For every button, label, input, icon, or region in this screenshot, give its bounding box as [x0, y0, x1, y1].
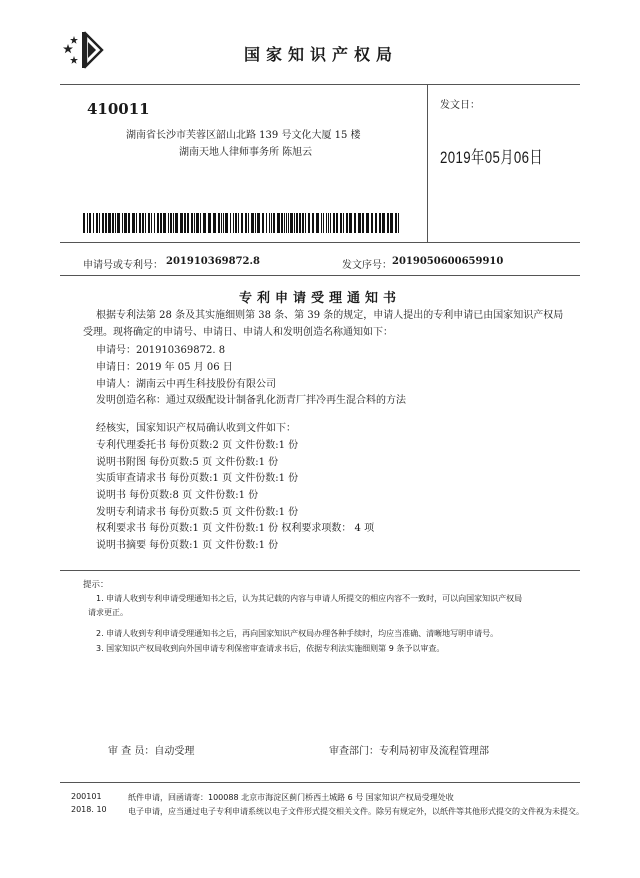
barcode-bar: [336, 213, 338, 233]
barcode-bar: [354, 213, 356, 233]
barcode-bar: [230, 213, 231, 233]
barcode-bar: [362, 213, 364, 233]
issue-date: 2019年05月06日: [440, 148, 544, 167]
barcode-bar: [233, 213, 234, 233]
barcode-bar: [245, 213, 247, 233]
barcode-bar: [286, 213, 287, 233]
barcode-bar: [200, 213, 201, 233]
document-item: 实质审查请求书 每份页数:1 页 文件份数:1 份: [96, 473, 299, 484]
barcode-bar: [281, 213, 283, 233]
barcode-bar: [213, 213, 216, 233]
cnipa-logo-icon: [62, 30, 106, 70]
barcode-bar: [139, 213, 141, 233]
footer-paper-filing: 纸件申请，回函请寄：100088 北京市海淀区蓟门桥西土城路 6 号 国家知识产权局受理处收: [128, 793, 454, 802]
barcode-bar: [168, 213, 169, 233]
top-divider: [60, 84, 580, 85]
barcode-bar: [235, 213, 237, 233]
document-item: 说明书附图 每份页数:5 页 文件份数:1 份: [96, 457, 279, 468]
notes-heading: 提示：: [83, 580, 109, 590]
barcode-bar: [117, 213, 120, 233]
barcode-bar: [387, 213, 389, 233]
note-item-continued: 请求更正。: [88, 608, 128, 617]
barcode-bar: [358, 213, 361, 233]
applicant-line: 申请人：湖南云中再生科技股份有限公司: [96, 379, 276, 390]
examiner: 审 查 员：自动受理: [108, 746, 195, 757]
barcode-bar: [87, 213, 88, 233]
address-line-2: 湖南天地人律师事务所 陈旭云: [179, 147, 313, 158]
barcode-bar: [184, 213, 186, 233]
barcode-bar: [102, 213, 104, 233]
barcode-bar: [208, 213, 211, 233]
barcode-bar: [180, 213, 183, 233]
barcode-bar: [343, 213, 344, 233]
document-item: 说明书 每份页数:8 页 文件份数:1 份: [96, 490, 259, 501]
barcode-bar: [136, 213, 137, 233]
barcode-bar: [108, 213, 111, 233]
document-item: 权利要求书 每份页数:1 页 文件份数:1 份 权利要求项数： 4 项: [96, 523, 375, 534]
barcode-icon: [83, 213, 399, 233]
barcode-bar: [93, 213, 94, 233]
barcode-bar: [122, 213, 123, 233]
barcode-bar: [299, 213, 301, 233]
barcode-bar: [273, 213, 275, 233]
examining-department: 审查部门：专利局初审及流程管理部: [329, 746, 489, 757]
barcode-bar: [262, 213, 264, 233]
verified-documents-line: 经核实，国家知识产权局确认收到文件如下：: [96, 423, 296, 434]
barcode-bar: [218, 213, 220, 233]
barcode-bar: [340, 213, 342, 233]
barcode-bar: [221, 213, 222, 233]
barcode-bar: [196, 213, 199, 233]
barcode-bar: [257, 213, 260, 233]
body-paragraph-line-1: 根据专利法第 28 条及其实施细则第 38 条、第 39 条的规定，申请人提出的专利申请已由国家知识产权局: [96, 310, 564, 321]
barcode-bar: [99, 213, 100, 233]
document-item: 专利代理委托书 每份页数:2 页 文件份数:1 份: [96, 440, 299, 451]
application-number-line: 申请号：201910369872. 8: [96, 345, 226, 356]
barcode-bar: [266, 213, 267, 233]
document-number-label: 发文序号：: [342, 260, 392, 271]
barcode-bar: [173, 213, 174, 233]
barcode-bar: [248, 213, 249, 233]
barcode-bar: [284, 213, 285, 233]
barcode-bar: [128, 213, 130, 233]
application-date-line: 申请日：2019 年 05 月 06 日: [96, 362, 233, 373]
document-number-value: 2019050600659910: [392, 256, 504, 267]
barcode-bar: [308, 213, 310, 233]
barcode-bar: [115, 213, 116, 233]
barcode-bar: [238, 213, 239, 233]
issue-date-label: 发文日：: [440, 100, 480, 111]
barcode-bar: [142, 213, 144, 233]
barcode-bar: [157, 213, 159, 233]
info-divider: [60, 275, 580, 276]
barcode-bar: [148, 213, 150, 233]
note-item: 3. 国家知识产权局收到向外国申请专利保密审查请求书后，依据专利法实施细则第 9 条予以审查。: [96, 644, 445, 653]
barcode-bar: [390, 213, 393, 233]
barcode-bar: [225, 213, 228, 233]
barcode-bar: [375, 213, 377, 233]
barcode-bar: [163, 213, 166, 233]
footer-divider: [60, 782, 580, 783]
notes-divider: [60, 570, 580, 571]
invention-name-line: 发明创造名称：通过双级配设计制备乳化沥青厂拌冷再生混合料的方法: [96, 395, 406, 406]
barcode-bar: [151, 213, 152, 233]
barcode-bar: [269, 213, 270, 233]
barcode-bar: [366, 213, 369, 233]
barcode-bar: [312, 213, 314, 233]
barcode-bar: [302, 213, 304, 233]
barcode-bar: [382, 213, 385, 233]
barcode-bar: [251, 213, 254, 233]
barcode-bar: [288, 213, 289, 233]
org-name: 国家知识产权局: [244, 45, 399, 64]
barcode-bar: [395, 213, 397, 233]
application-number-label: 申请号或专利号：: [83, 260, 163, 271]
address-line-1: 湖南省长沙市芙蓉区韶山北路 139 号文化大厦 15 楼: [126, 130, 361, 141]
barcode-bar: [328, 213, 329, 233]
barcode-bar: [83, 213, 85, 233]
barcode-bar: [349, 213, 352, 233]
note-item: 1. 申请人收到专利申请受理通知书之后，认为其记载的内容与申请人所提交的相应内容不一致时，可以向国家知识产权局: [96, 594, 523, 603]
middle-divider: [60, 242, 580, 243]
barcode-bar: [277, 213, 280, 233]
barcode-bar: [145, 213, 146, 233]
barcode-bar: [203, 213, 206, 233]
barcode-bar: [271, 213, 272, 233]
barcode-bar: [326, 213, 327, 233]
barcode-bar: [316, 213, 319, 233]
barcode-bar: [187, 213, 189, 233]
barcode-bar: [175, 213, 178, 233]
barcode-bar: [170, 213, 172, 233]
body-paragraph-line-2: 受理。现将确定的申请号、申请日、申请人和发明创造名称通知如下：: [83, 327, 393, 338]
note-item: 2. 申请人收到专利申请受理通知书之后，再向国家知识产权局办理各种手续时，均应当准确、清晰地写明申请号。: [96, 629, 499, 638]
barcode-bar: [132, 213, 135, 233]
barcode-bar: [194, 213, 195, 233]
notice-title: 专利申请受理通知书: [238, 291, 401, 306]
vertical-divider: [427, 85, 428, 242]
barcode-bar: [255, 213, 256, 233]
barcode-bar: [371, 213, 373, 233]
barcode-bar: [346, 213, 348, 233]
form-version: 2018. 10: [71, 805, 107, 814]
barcode-bar: [112, 213, 114, 233]
barcode-bar: [296, 213, 298, 233]
form-code: 200101: [71, 792, 102, 801]
barcode-bar: [305, 213, 306, 233]
barcode-bar: [105, 213, 107, 233]
barcode-bar: [154, 213, 155, 233]
barcode-bar: [330, 213, 331, 233]
footer-electronic-filing: 电子申请，应当通过电子专利申请系统以电子文件形式提交相关文件。除另有规定外，以纸件等其他形式提交的文件视为未提交。: [128, 807, 584, 816]
barcode-bar: [294, 213, 295, 233]
barcode-bar: [290, 213, 293, 233]
barcode-bar: [398, 213, 399, 233]
barcode-bar: [241, 213, 243, 233]
barcode-bar: [89, 213, 91, 233]
barcode-bar: [124, 213, 127, 233]
document-item: 发明专利请求书 每份页数:5 页 文件份数:1 份: [96, 507, 299, 518]
barcode-bar: [191, 213, 193, 233]
application-number-value: 201910369872.8: [166, 256, 260, 267]
barcode-bar: [321, 213, 322, 233]
barcode-bar: [379, 213, 381, 233]
barcode-bar: [223, 213, 224, 233]
barcode-bar: [96, 213, 98, 233]
postcode: 410011: [87, 100, 150, 118]
barcode-bar: [160, 213, 162, 233]
barcode-bar: [333, 213, 335, 233]
barcode-bar: [323, 213, 324, 233]
document-item: 说明书摘要 每份页数:1 页 文件份数:1 份: [96, 540, 279, 551]
